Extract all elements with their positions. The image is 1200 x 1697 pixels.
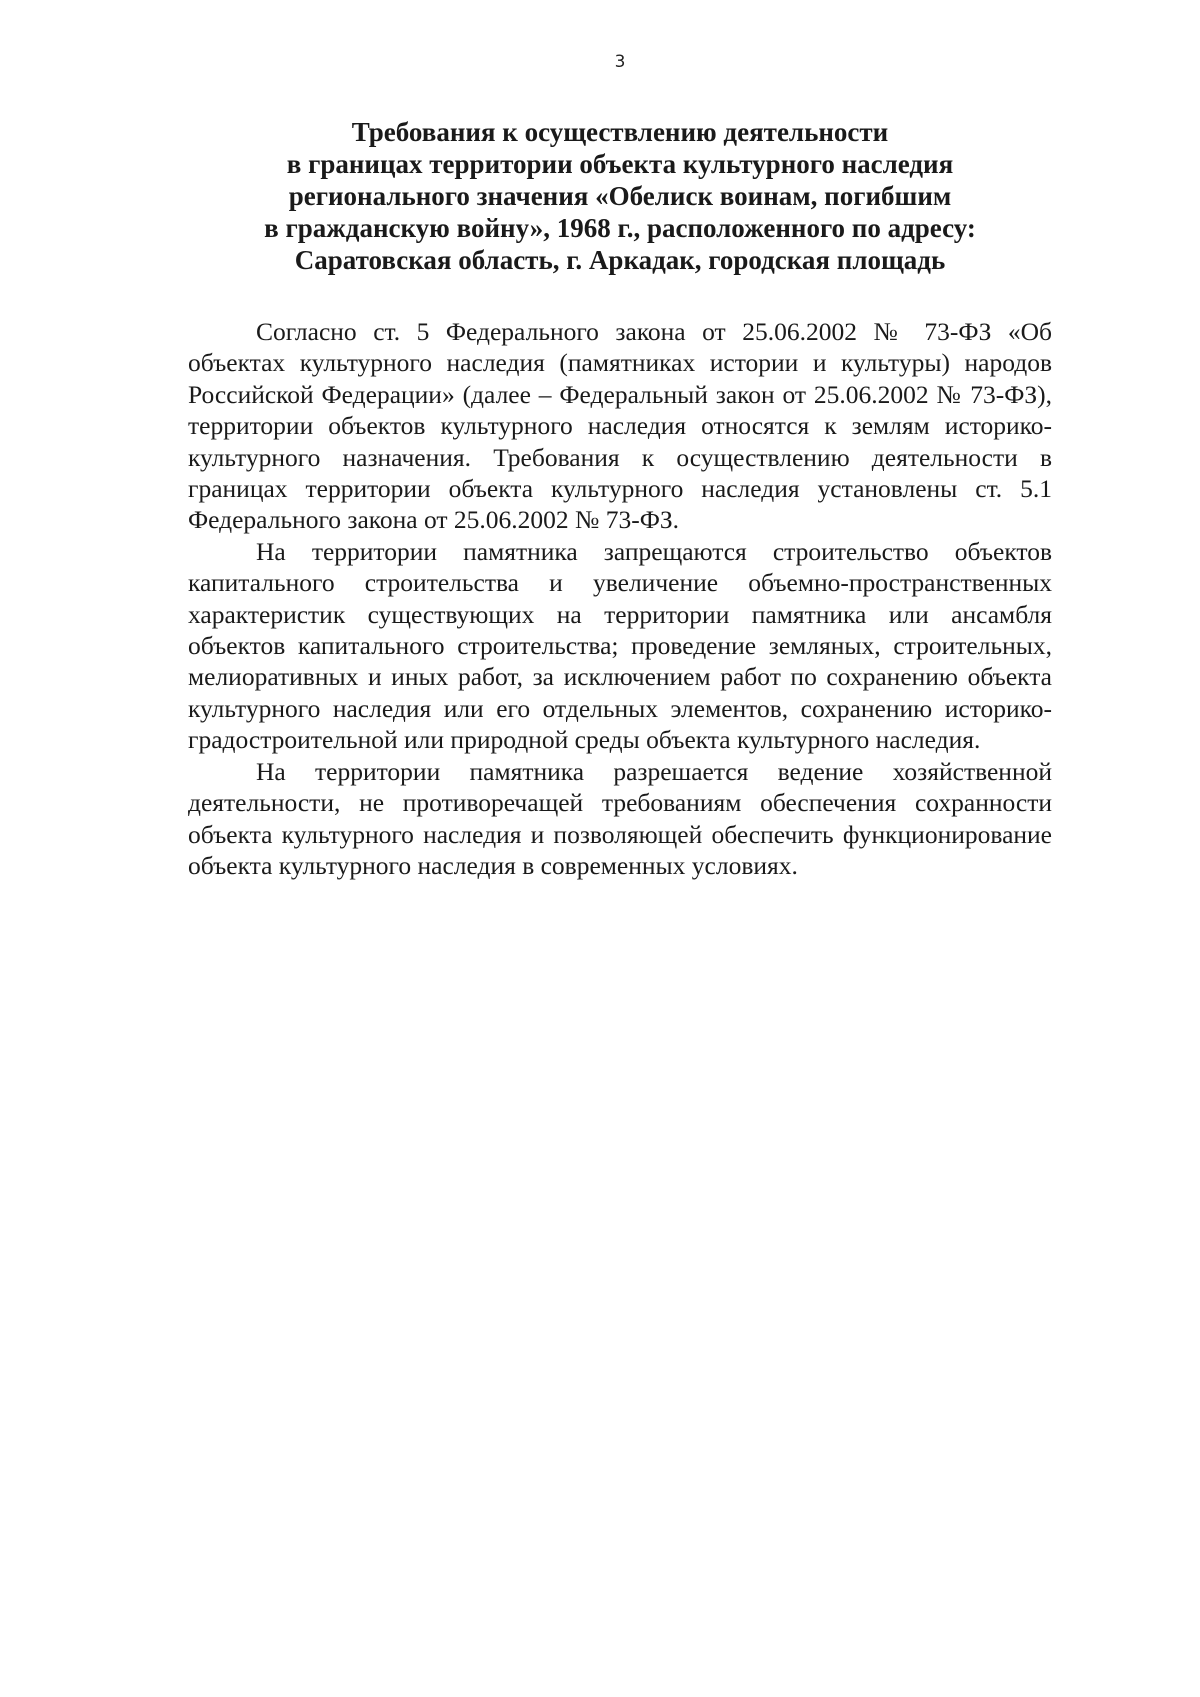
title-line: регионального значения «Обелиск воинам, погибшим (288, 181, 952, 211)
title-line: Требования к осуществлению деятельности (351, 117, 889, 147)
title-line: в гражданскую войну», 1968 г., расположенного по адресу: (264, 213, 976, 243)
paragraph-permissions: На территории памятника разрешается ведение хозяйственной деятельности, не противоречащей требованиям обеспечения сохранности объекта культурного наследия и позволяющей обеспечить функционирование объекта культурного наследия в современных условиях. (188, 756, 1052, 880)
title-line: Саратовская область, г. Аркадак, городская площадь (294, 245, 946, 275)
document-body (188, 316, 1052, 881)
paragraph-legal-basis: Согласно ст. 5 Федерального закона от 25.06.2002 № 73-ФЗ «Об объектах культурного наследия (памятниках истории и культуры) народов Российской Федерации» (далее – Федеральный закон от 25.06.2002 № 73-ФЗ), территории объектов культурного наследия относятся к землям историко-культурного назначения. Требования к осуществлению деятельности в границах территории объекта культурного наследия установлены ст. 5.1 Федерального закона от 25.06.2002 № 73-ФЗ. (188, 317, 1052, 535)
page-number: 3 (614, 52, 626, 72)
paragraph-prohibitions: На территории памятника запрещаются строительство объектов капитального строительства и увеличение объемно-пространственных характеристик существующих на территории памятника или ансамбля объектов капитального строительства; проведение земляных, строительных, мелиоративных и иных работ, за исключением работ по сохранению объекта культурного наследия или его отдельных элементов, сохранению историко-градостроительной или природной среды объекта культурного наследия. (188, 536, 1052, 755)
document-title (200, 116, 1040, 276)
title-line: в границах территории объекта культурного наследия (286, 149, 954, 179)
